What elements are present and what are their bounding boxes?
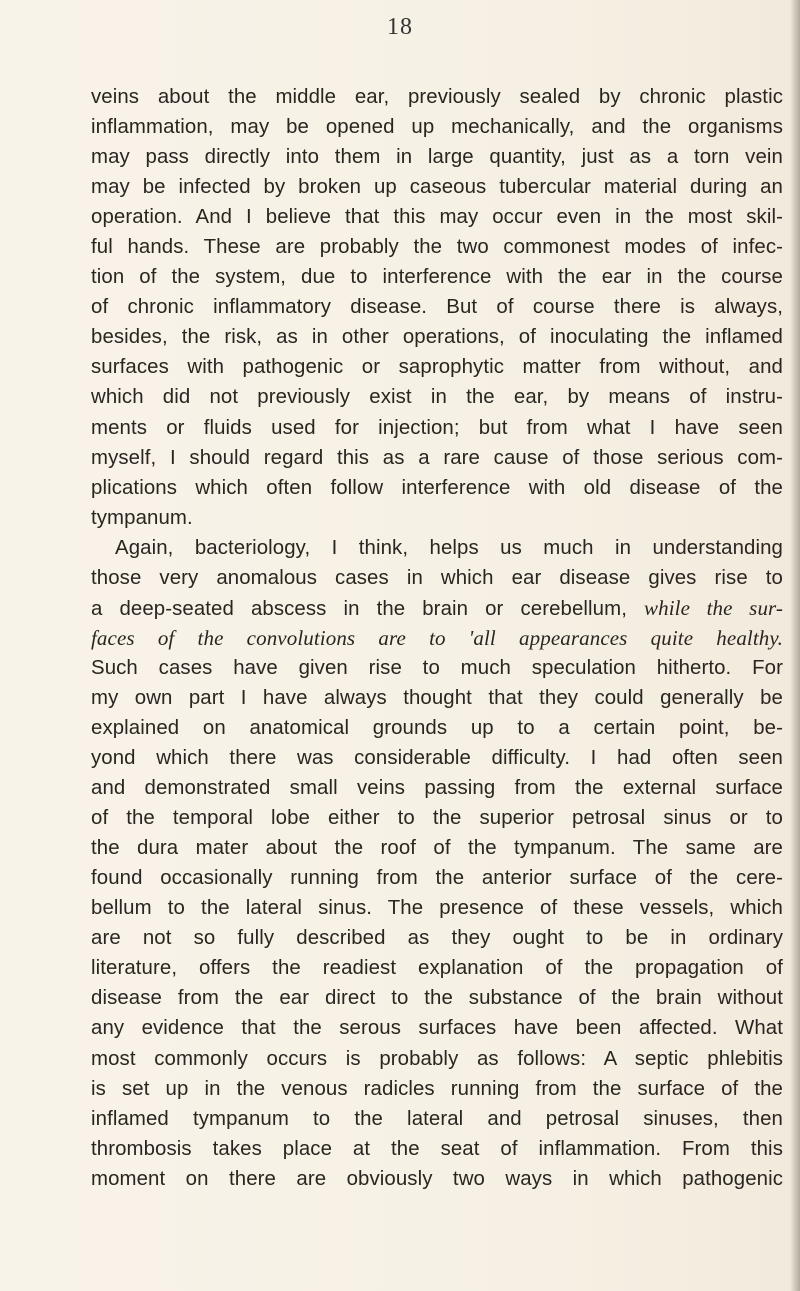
text-line: of chronic inflammatory disease. But of course there is always,	[91, 296, 783, 319]
text-line: and demonstrated small veins passing from the external surface	[91, 777, 783, 800]
text-line: yond which there was considerable difficulty. I had often seen	[91, 747, 783, 770]
text-line: moment on there are obviously two ways in which pathogenic	[91, 1167, 783, 1190]
text-line: are not so fully described as they ought to be in ordinary	[91, 927, 783, 950]
text-line: ful hands. These are probably the two commonest modes of infec-	[91, 236, 783, 259]
text-line: Again, bacteriology, I think, helps us much in understanding	[115, 536, 783, 559]
text-line: may pass directly into them in large quantity, just as a torn vein	[91, 146, 783, 169]
text-line: explained on anatomical grounds up to a certain point, be-	[91, 716, 783, 739]
text-line: ments or fluids used for injection; but from what I have seen	[91, 416, 783, 439]
text-line: which did not previously exist in the ear, by means of instru-	[91, 386, 783, 409]
text-line: disease from the ear direct to the substance of the brain without	[91, 987, 783, 1010]
text-line: literature, offers the readiest explanation of the propagation of	[91, 957, 783, 980]
text-line: myself, I should regard this as a rare cause of those serious com-	[91, 446, 783, 469]
text-line: is set up in the venous radicles running from the surface of the	[91, 1077, 783, 1100]
page-number: 18	[387, 14, 413, 40]
text-line: surfaces with pathogenic or saprophytic matter from without, and	[91, 356, 783, 379]
body-text	[91, 82, 783, 1194]
text-line: inflamed tympanum to the lateral and petrosal sinuses, then	[91, 1107, 783, 1130]
italic-text-segment: while the sur-	[644, 595, 783, 620]
text-line: tympanum.	[91, 506, 193, 529]
text-line: plications which often follow interference with old disease of the	[91, 476, 783, 499]
text-line: of the temporal lobe either to the superior petrosal sinus or to	[91, 807, 783, 830]
page-edge-shadow	[790, 0, 800, 1291]
text-line: most commonly occurs is probably as follows: A septic phlebitis	[91, 1047, 783, 1070]
text-line: thrombosis takes place at the seat of inflammation. From this	[91, 1137, 783, 1160]
text-line: inflammation, may be opened up mechanically, and the organisms	[91, 116, 783, 139]
text-line: may be infected by broken up caseous tubercular material during an	[91, 176, 783, 199]
text-line	[91, 593, 783, 623]
text-line: bellum to the lateral sinus. The presence of these vessels, which	[91, 897, 783, 920]
text-segment: a deep-seated abscess in the brain or cerebellum,	[91, 597, 644, 620]
text-line: the dura mater about the roof of the tympanum. The same are	[91, 837, 783, 860]
text-line: tion of the system, due to interference with the ear in the course	[91, 266, 783, 289]
text-line: any evidence that the serous surfaces have been affected. What	[91, 1017, 783, 1040]
text-line: found occasionally running from the anterior surface of the cere-	[91, 867, 783, 890]
text-line	[91, 623, 783, 653]
text-line: operation. And I believe that this may occur even in the most skil-	[91, 206, 783, 229]
text-line: my own part I have always thought that they could generally be	[91, 686, 783, 709]
italic-text-segment: faces of the convolutions are to 'all appearances quite healthy.	[91, 625, 783, 650]
text-line: Such cases have given rise to much speculation hitherto. For	[91, 656, 783, 679]
text-line: those very anomalous cases in which ear disease gives rise to	[91, 566, 783, 589]
text-line: veins about the middle ear, previously sealed by chronic plastic	[91, 86, 783, 108]
text-line: besides, the risk, as in other operations, of inoculating the inflamed	[91, 326, 783, 349]
